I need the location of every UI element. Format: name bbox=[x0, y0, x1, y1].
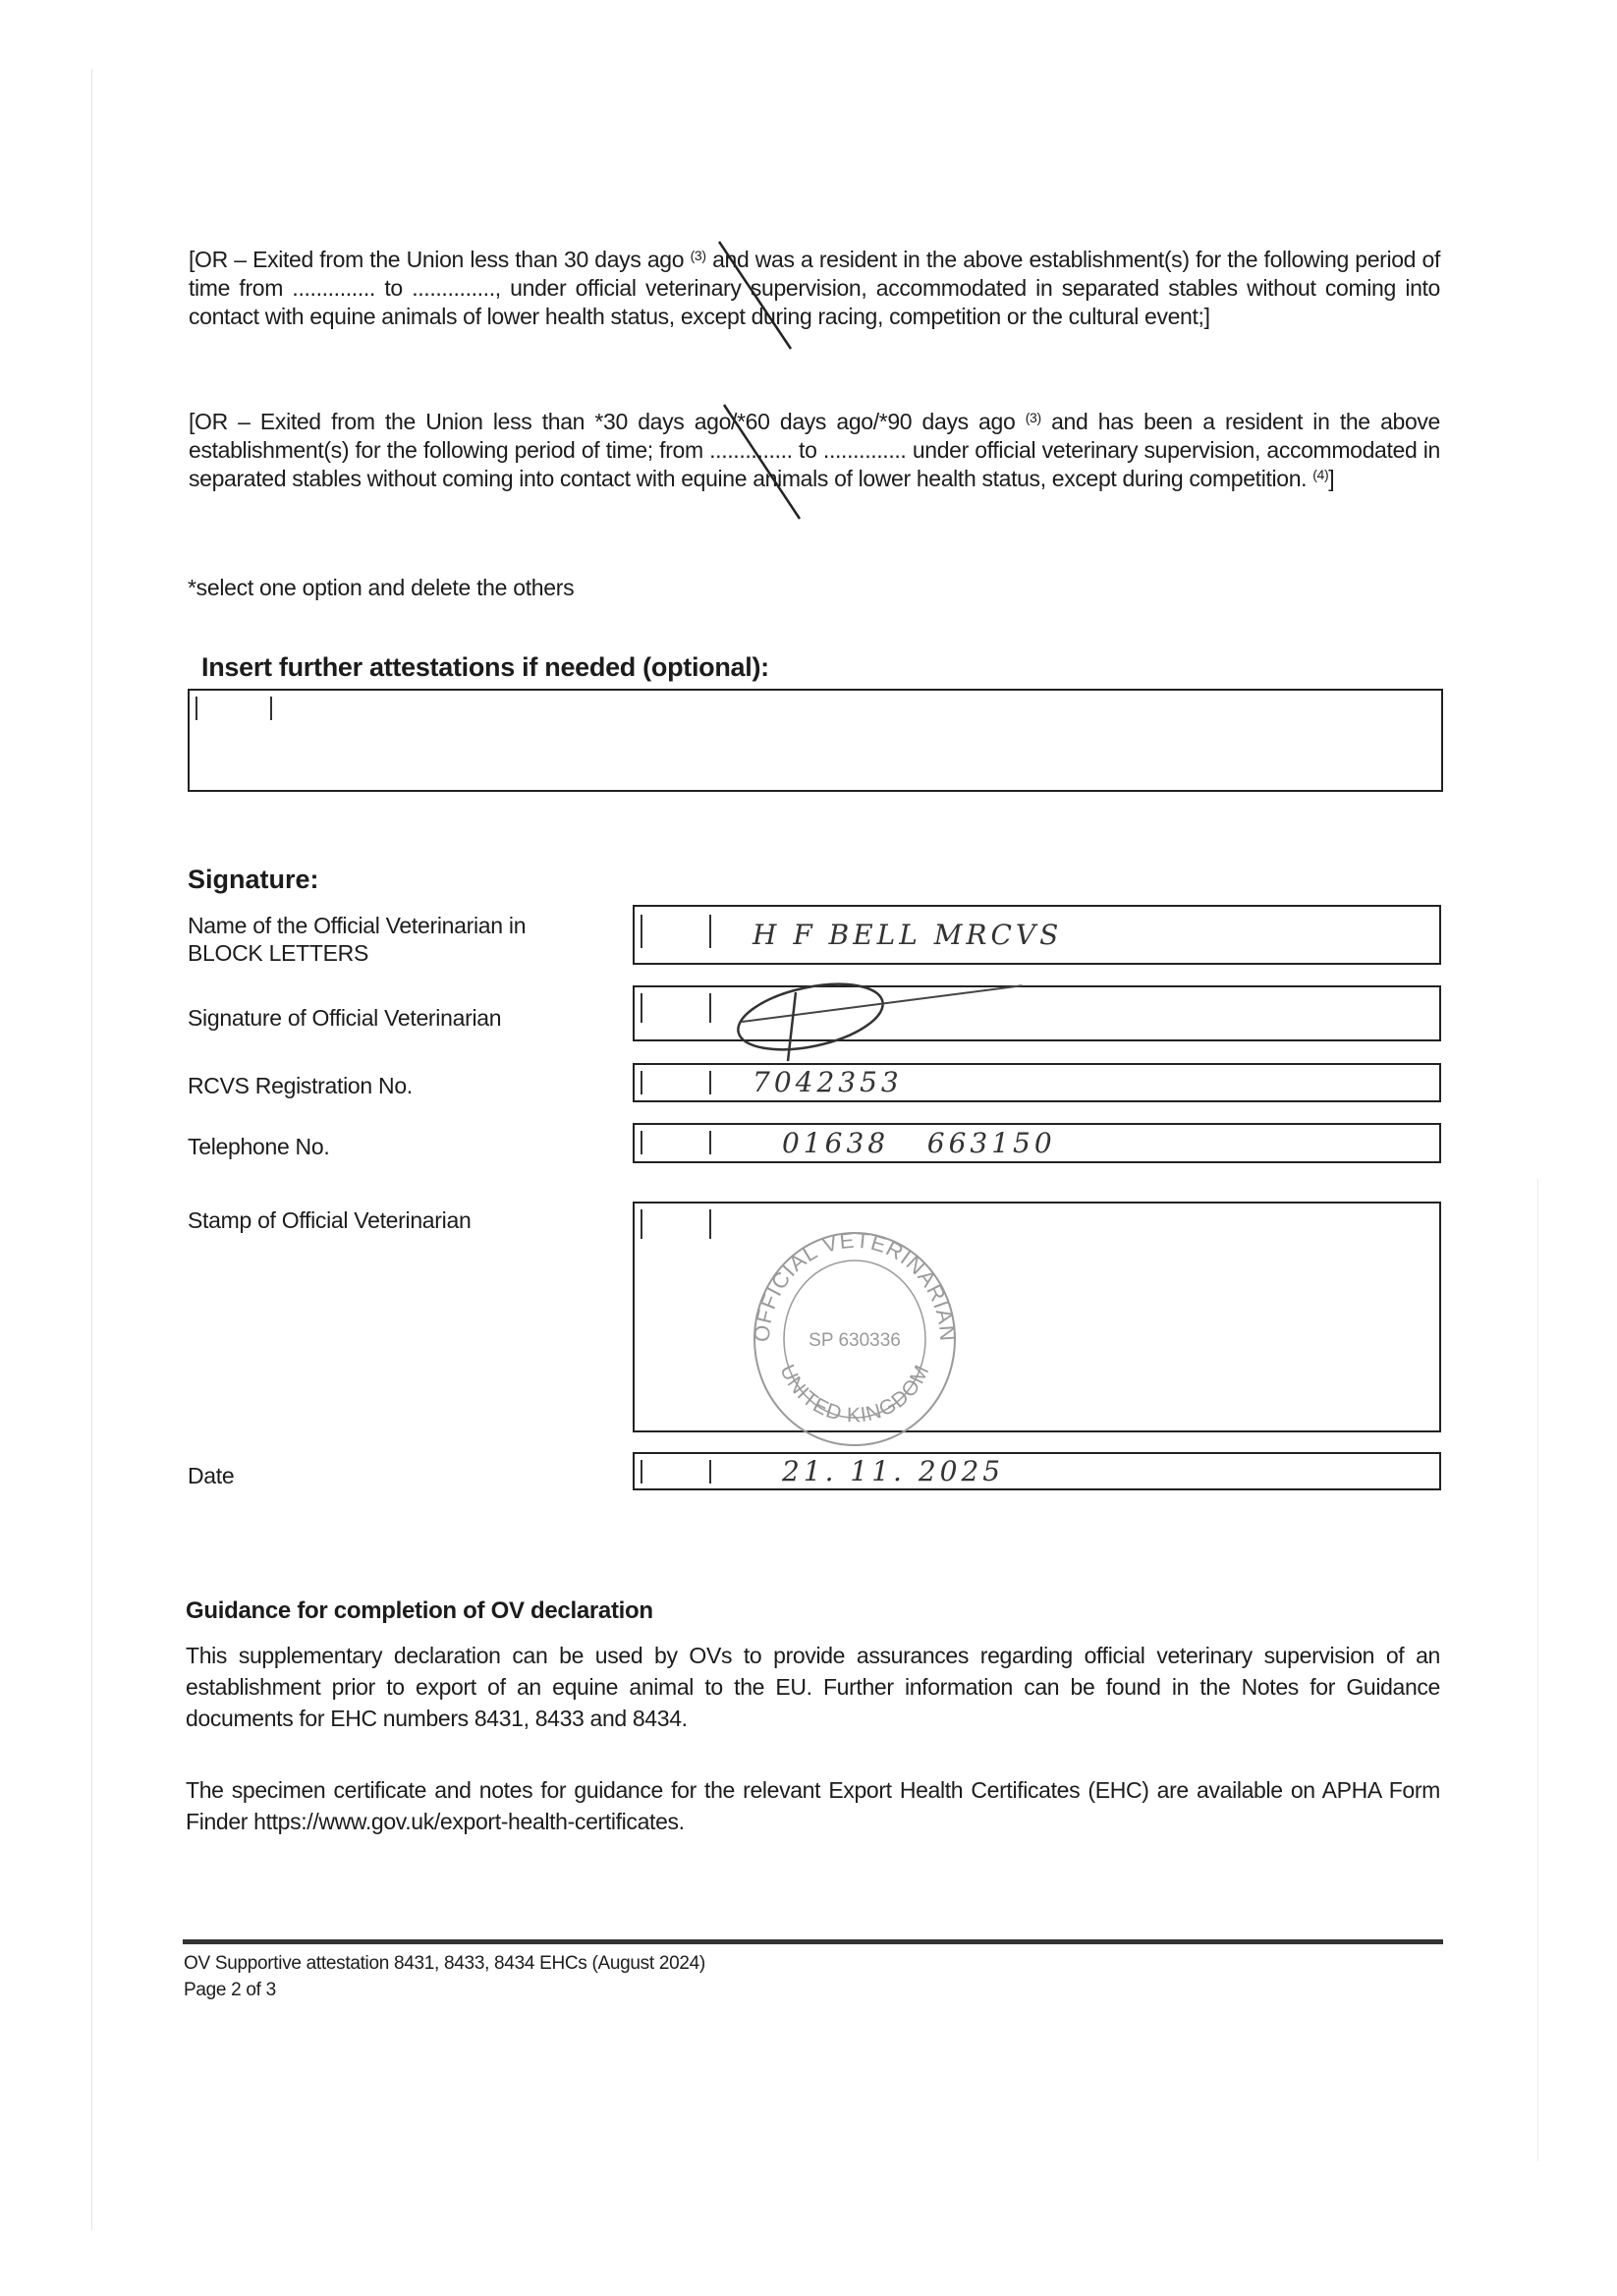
export-certificates-link[interactable]: https://www.gov.uk/export-health-certificates bbox=[253, 1809, 679, 1834]
field-marker bbox=[709, 1131, 711, 1154]
handwritten-signature bbox=[629, 973, 1022, 1071]
signature-label: Signature of Official Veterinarian bbox=[188, 1005, 502, 1031]
strike-line-b bbox=[724, 405, 800, 519]
field-marker bbox=[195, 697, 197, 720]
scan-edge bbox=[1537, 1179, 1538, 2161]
footer-title: OV Supportive attestation 8431, 8433, 8434 EHCs (August 2024) bbox=[184, 1953, 705, 1974]
further-attestations-heading: Insert further attestations if needed (optional): bbox=[201, 652, 769, 682]
specimen-text: The specimen certificate and notes for guidance for the relevant Export Health Certificates (EHC) are available on APHA Form Finder bbox=[186, 1777, 1440, 1834]
stamp-top-text: OFFICIAL VETERINARIAN bbox=[749, 1227, 961, 1343]
telephone-field[interactable] bbox=[633, 1123, 1441, 1163]
rcvs-field[interactable] bbox=[633, 1063, 1441, 1102]
footnote-ref: (3) bbox=[1025, 410, 1041, 425]
date-field[interactable] bbox=[633, 1452, 1441, 1490]
date-label: Date bbox=[188, 1463, 235, 1488]
rcvs-value: 7042353 bbox=[753, 1066, 903, 1098]
field-marker bbox=[709, 1071, 711, 1094]
option-a-text: [OR – Exited from the Union less than 30 days ago bbox=[189, 247, 685, 272]
field-marker bbox=[709, 1209, 711, 1239]
telephone-value: 01638 663150 bbox=[782, 1127, 1056, 1159]
field-marker bbox=[641, 915, 642, 948]
field-marker bbox=[641, 1209, 642, 1239]
field-marker bbox=[641, 1131, 642, 1154]
name-field[interactable] bbox=[633, 905, 1441, 965]
page-number: Page 2 of 3 bbox=[184, 1980, 276, 2000]
field-marker bbox=[709, 915, 711, 948]
stamp-bottom-text: UNITED KINGDOM bbox=[775, 1361, 934, 1428]
strike-lines bbox=[0, 0, 1617, 589]
svg-text:UNITED KINGDOM bbox=[775, 1361, 933, 1427]
stamp-label: Stamp of Official Veterinarian bbox=[188, 1207, 472, 1233]
strike-line-a bbox=[719, 242, 791, 349]
period: . bbox=[678, 1809, 685, 1834]
footer bbox=[184, 1950, 705, 2003]
stamp-number: SP 630336 bbox=[808, 1330, 901, 1351]
telephone-label: Telephone No. bbox=[188, 1134, 330, 1159]
option-b-text-cont: and has been a resident in the above establishment(s) for the following period of time; from .............. to .............. under official veterinary supervision, accommodated in separated stables without coming into contact with equine animals of lower health status, except during competition. bbox=[189, 409, 1440, 491]
guidance-paragraph: This supplementary declaration can be used by OVs to provide assurances regarding official veterinary supervision of an establishment prior to export of an equine animal to the EU. Further information can be found in the Notes for Guidance documents for EHC numbers 8431, 8433 and 8434. bbox=[186, 1643, 1440, 1731]
footnote-ref: (4) bbox=[1312, 467, 1329, 482]
official-stamp bbox=[742, 1223, 968, 1449]
date-value: 21. 11. 2025 bbox=[782, 1455, 1005, 1487]
svg-text:OFFICIAL VETERINARIAN bbox=[750, 1228, 961, 1343]
field-marker bbox=[641, 1071, 642, 1094]
option-b-text: [OR – Exited from the Union less than *30 days ago/*60 days ago/*90 days ago bbox=[189, 409, 1016, 434]
specimen-paragraph bbox=[186, 1774, 1440, 1837]
rcvs-label: RCVS Registration No. bbox=[188, 1073, 413, 1098]
guidance-heading: Guidance for completion of OV declaration bbox=[186, 1597, 653, 1624]
name-label: Name of the Official Veterinarian in BLOCK LETTERS bbox=[188, 913, 527, 966]
select-note: *select one option and delete the others bbox=[188, 575, 575, 600]
field-marker bbox=[641, 1460, 642, 1484]
signature-heading: Signature: bbox=[188, 865, 319, 894]
name-value: H F BELL MRCVS bbox=[753, 919, 1063, 951]
field-marker bbox=[709, 1460, 711, 1484]
option-a-text-cont: and was a resident in the above establishment(s) for the following period of time from .............. to .............., under official veterinary supervision, accommodated in separated stables without coming into contact with equine animals of lower health status, except during racing, competition or the cultural event;] bbox=[189, 247, 1440, 329]
footnote-ref: (3) bbox=[690, 248, 706, 263]
field-marker bbox=[270, 697, 272, 720]
footer-rule bbox=[183, 1939, 1443, 1944]
bracket: ] bbox=[1328, 466, 1335, 491]
further-attestations-input[interactable] bbox=[188, 689, 1443, 792]
